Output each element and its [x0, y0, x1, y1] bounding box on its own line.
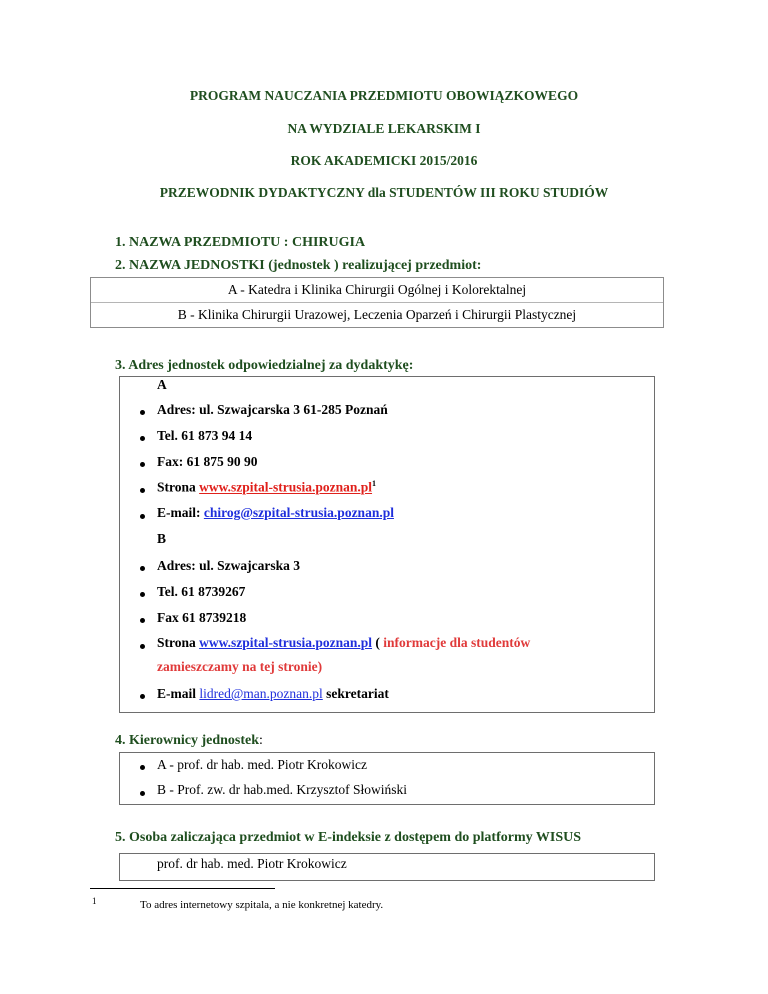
section-4-title-text: 4. Kierownicy jednostek — [115, 733, 260, 748]
bullet-icon — [140, 566, 145, 571]
section-5-title: 5. Osoba zaliczająca przedmiot w E-indeksie z dostępem do platformy WISUS — [115, 830, 581, 845]
unit-b-www-note-2: zamieszczamy na tej stronie) — [157, 659, 323, 674]
unit-b-email-link[interactable]: lidred@man.poznan.pl — [199, 686, 323, 701]
head-a: A - prof. dr hab. med. Piotr Krokowicz — [157, 757, 367, 772]
section-1-title: 1. NAZWA PRZEDMIOTU : CHIRUGIA — [115, 235, 366, 250]
bullet-icon — [140, 765, 145, 770]
unit-a-email — [157, 505, 394, 521]
unit-b-tel: Tel. 61 8739267 — [157, 584, 246, 599]
bullet-icon — [140, 644, 145, 649]
unit-b-www-link[interactable]: www.szpital-strusia.poznan.pl — [199, 635, 373, 650]
person-name: prof. dr hab. med. Piotr Krokowicz — [157, 856, 347, 871]
header-line-2: NA WYDZIALE LEKARSKIM I — [287, 121, 481, 136]
bullet-icon — [140, 592, 145, 597]
unit-a-address: Adres: ul. Szwajcarska 3 61-285 Poznań — [157, 402, 388, 417]
section-4-title-colon: : — [259, 733, 263, 748]
unit-b-email-suffix: sekretariat — [322, 686, 389, 701]
bullet-icon — [140, 436, 145, 441]
footnote-text: To adres internetowy szpitala, a nie konkretnej katedry. — [140, 899, 384, 911]
footnote-separator — [90, 888, 275, 889]
unit-b-www-label: Strona — [157, 635, 200, 650]
unit-b-address: Adres: ul. Szwajcarska 3 — [157, 558, 300, 573]
unit-a: A - Katedra i Klinika Chirurgii Ogólnej i Kolorektalnej — [227, 282, 527, 297]
bullet-icon — [140, 462, 145, 467]
unit-a-letter: A — [157, 377, 167, 392]
unit-b-www — [157, 635, 530, 651]
unit-a-email-link[interactable]: chirog@szpital-strusia.poznan.pl — [203, 505, 394, 520]
header-line-3: ROK AKADEMICKI 2015/2016 — [290, 153, 478, 168]
bullet-icon — [140, 694, 145, 699]
unit-b-letter: B — [157, 531, 167, 546]
bullet-icon — [140, 488, 145, 493]
head-b: B - Prof. zw. dr hab.med. Krzysztof Słowiński — [157, 782, 407, 797]
unit-a-tel: Tel. 61 873 94 14 — [157, 428, 253, 443]
unit-b-email-label: E-mail — [157, 686, 200, 701]
section-2-title: 2. NAZWA JEDNOSTKI (jednostek ) realizującej przedmiot: — [115, 258, 482, 273]
bullet-icon — [140, 618, 145, 623]
unit-b-fax: Fax 61 8739218 — [157, 610, 247, 625]
unit-b: B - Klinika Chirurgii Urazowej, Leczenia Oparzeń i Chirurgii Plastycznej — [177, 307, 577, 322]
bullet-icon — [140, 514, 145, 519]
bullet-icon — [140, 410, 145, 415]
unit-a-email-label: E-mail: — [157, 505, 204, 520]
bullet-icon — [140, 791, 145, 796]
unit-b-email — [157, 686, 389, 702]
unit-a-fax: Fax: 61 875 90 90 — [157, 454, 258, 469]
footnote-ref[interactable]: 1 — [372, 479, 377, 488]
section-3-title: 3. Adres jednostek odpowiedzialnej za dydaktykę: — [115, 358, 414, 373]
unit-b-www-note-1: informacje dla studentów — [383, 635, 531, 650]
unit-a-www-link[interactable]: www.szpital-strusia.poznan.pl — [199, 479, 373, 495]
unit-b-www-note-open: ( — [372, 635, 384, 650]
section-4-title — [115, 733, 263, 749]
header-line-4: PRZEWODNIK DYDAKTYCZNY dla STUDENTÓW III ROKU STUDIÓW — [159, 185, 609, 200]
footnote-mark: 1 — [92, 896, 97, 906]
units-table — [90, 277, 664, 328]
header-line-1: PROGRAM NAUCZANIA PRZEDMIOTU OBOWIĄZKOWEGO — [189, 88, 579, 103]
unit-a-www-label: Strona — [157, 479, 200, 495]
unit-a-www — [157, 479, 376, 496]
